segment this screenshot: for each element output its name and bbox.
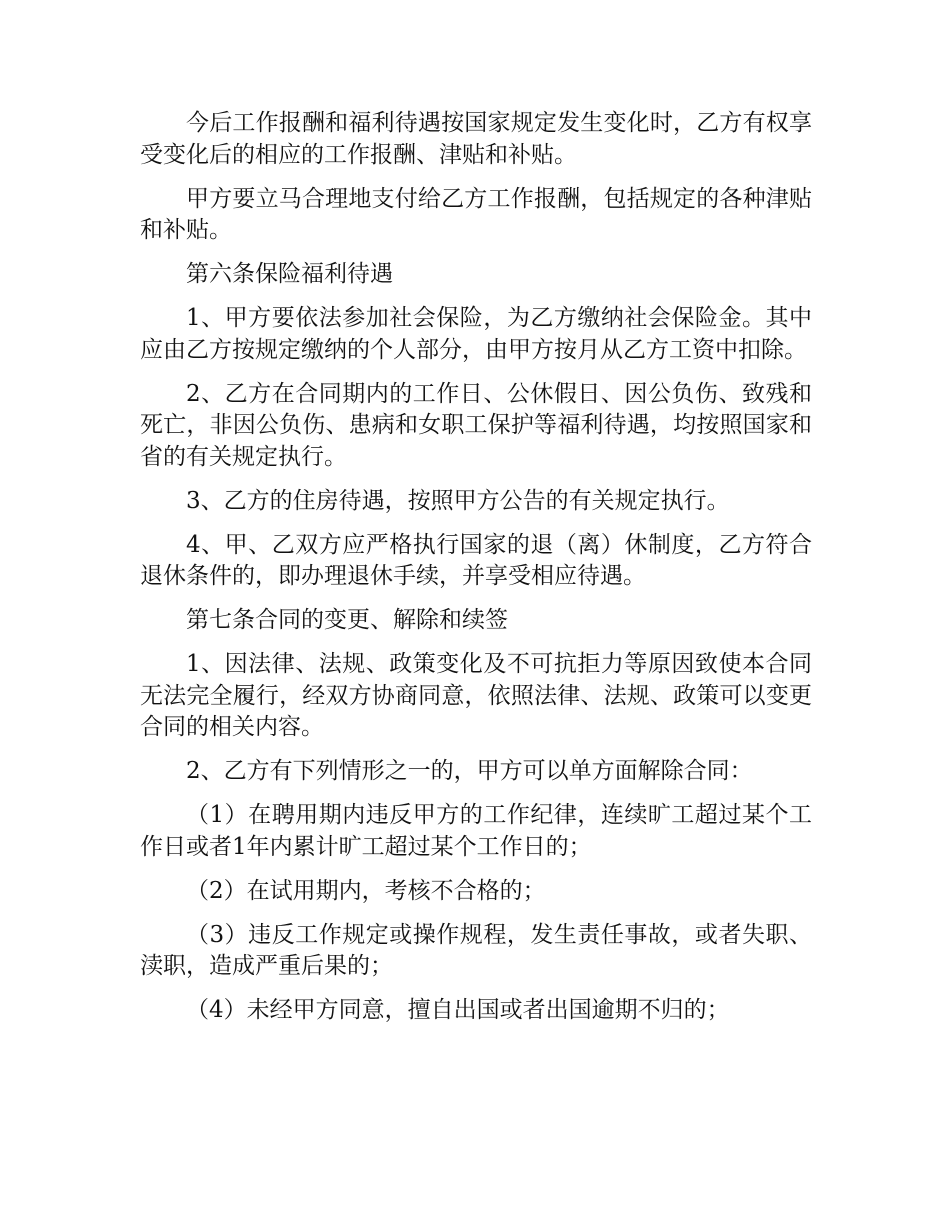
list-item-termination-2: （2）在试用期内，考核不合格的； — [186, 877, 546, 904]
paragraph-welfare: 2、乙方在合同期内的工作日、公休假日、因公负伤、致残和死亡，非因公负伤、患病和女职工保护等福利待遇，均按照国家和省的有关规定执行。 — [140, 380, 812, 470]
paragraph-termination-intro: 2、乙方有下列情形之一的，甲方可以单方面解除合同： — [186, 758, 753, 784]
document-page — [140, 108, 812, 1039]
section-heading-article-6: 第六条保险福利待遇 — [186, 261, 393, 287]
list-item-termination-4: （4）未经甲方同意，擅自出国或者出国逾期不归的； — [186, 997, 730, 1023]
section-heading-article-7: 第七条合同的变更、解除和续签 — [186, 607, 508, 633]
paragraph-housing: 3、乙方的住房待遇，按照甲方公告的有关规定执行。 — [186, 487, 730, 514]
paragraph-pay-payment: 甲方要立马合理地支付给乙方工作报酬，包括规定的各种津贴和补贴。 — [140, 185, 812, 243]
paragraph-pay-change: 今后工作报酬和福利待遇按国家规定发生变化时，乙方有权享受变化后的相应的工作报酬、津贴和补贴。 — [140, 110, 812, 168]
list-item-termination-3: （3）违反工作规定或操作规程，发生责任事故，或者失职、渎职，造成严重后果的； — [140, 921, 812, 979]
paragraph-social-insurance: 1、甲方要依法参加社会保险，为乙方缴纳社会保险金。其中应由乙方按规定缴纳的个人部分，由甲方按月从乙方工资中扣除。 — [140, 305, 812, 363]
paragraph-retirement: 4、甲、乙双方应严格执行国家的退（离）休制度，乙方符合退休条件的，即办理退休手续，并享受相应待遇。 — [140, 531, 812, 589]
list-item-termination-1: （1）在聘用期内违反甲方的工作纪律，连续旷工超过某个工作日或者1年内累计旷工超过某个工作日的； — [140, 802, 812, 860]
paragraph-contract-change: 1、因法律、法规、政策变化及不可抗拒力等原因致使本合同无法完全履行，经双方协商同意，依照法律、法规、政策可以变更合同的相关内容。 — [140, 651, 812, 740]
